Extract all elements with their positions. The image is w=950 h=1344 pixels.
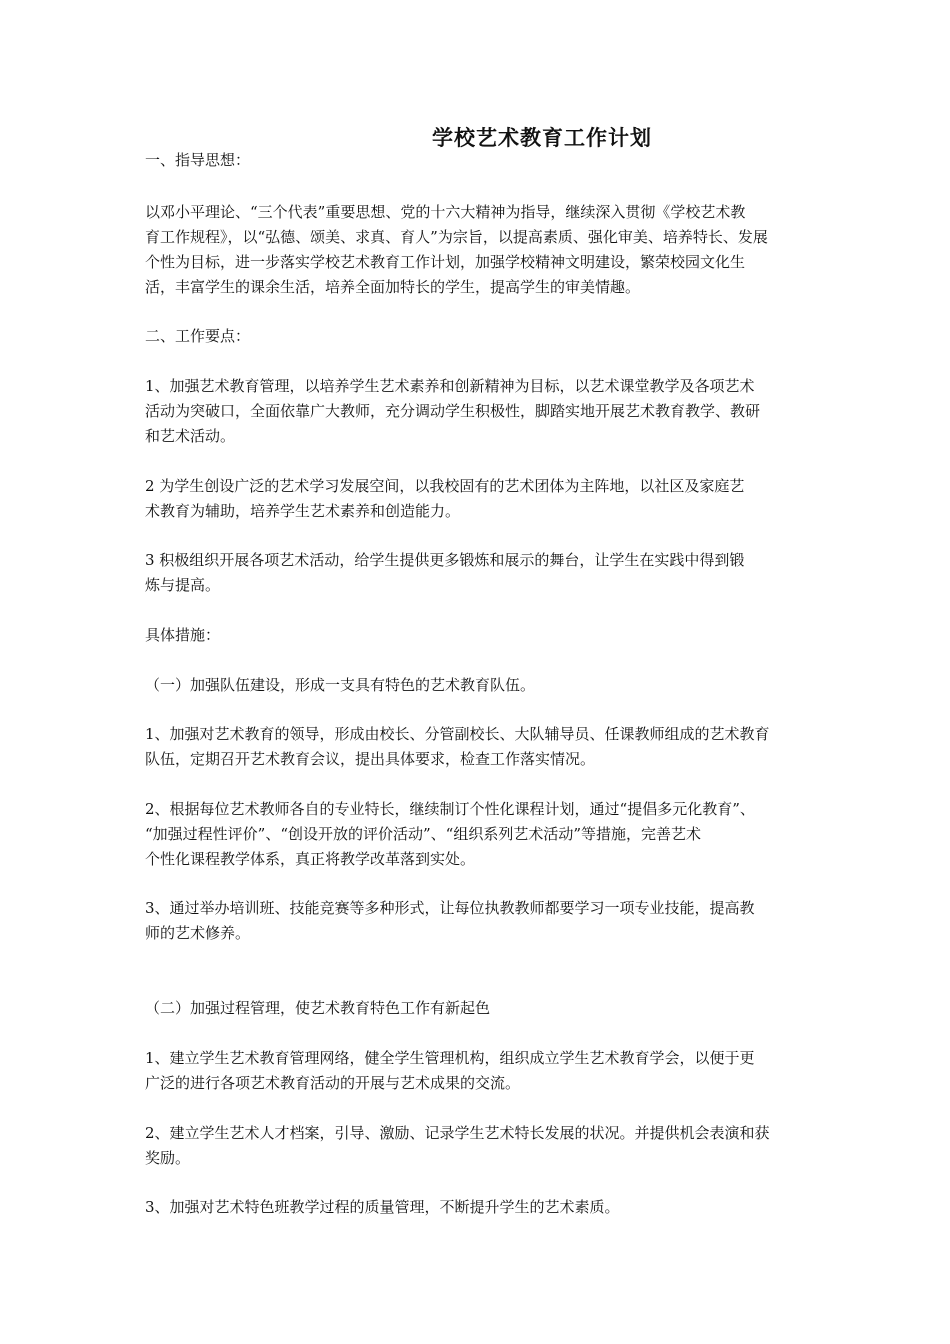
paragraph-line: 炼与提高。 [145, 576, 221, 594]
paragraph-line: 个性为目标，进一步落实学校艺术教育工作计划，加强学校精神文明建设，繁荣校园文化生 [145, 253, 746, 271]
guiding-thought-paragraph [145, 200, 813, 300]
paragraph-line: 以邓小平理论、“三个代表”重要思想、党的十六大精神为指导，继续深入贯彻《学校艺术教 [145, 203, 746, 221]
subsection-1-item-1 [145, 722, 813, 772]
paragraph-line: 1、加强对艺术教育的领导，形成由校长、分管副校长、大队辅导员、任课教师组成的艺术教育 [145, 725, 770, 743]
paragraph-line: “加强过程性评价”、“创设开放的评价活动”、“组织系列艺术活动”等措施，完善艺术 [145, 825, 702, 843]
subsection-2-item-2 [145, 1121, 813, 1171]
paragraph-line: 2、建立学生艺术人才档案，引导、激励、记录学生艺术特长发展的状况。并提供机会表演和获 [145, 1124, 770, 1142]
work-point-2 [145, 474, 813, 524]
document-title: 学校艺术教育工作计划 [432, 125, 652, 150]
paragraph-line: 1、建立学生艺术教育管理网络，健全学生管理机构，组织成立学生艺术教育学会，以便于更 [145, 1049, 755, 1067]
paragraph-line: 3、加强对艺术特色班教学过程的质量管理，不断提升学生的艺术素质。 [145, 1198, 620, 1216]
paragraph-line: 2 为学生创设广泛的艺术学习发展空间，以我校固有的艺术团体为主阵地，以社区及家庭艺 [145, 477, 745, 495]
subsection-2-item-3 [145, 1195, 813, 1220]
paragraph-line: 广泛的进行各项艺术教育活动的开展与艺术成果的交流。 [145, 1074, 521, 1092]
paragraph-line: 1、加强艺术教育管理，以培养学生艺术素养和创新精神为目标，以艺术课堂教学及各项艺术 [145, 377, 755, 395]
section-1-heading: 一、指导思想： [145, 151, 251, 169]
paragraph-line: 2、根据每位艺术教师各自的专业特长，继续制订个性化课程计划，通过“提倡多元化教育”、 [145, 800, 755, 818]
paragraph-line: 奖励。 [145, 1149, 191, 1167]
section-2-heading: 二、工作要点： [145, 327, 251, 345]
paragraph-line: 和艺术活动。 [145, 427, 236, 445]
subsection-1-item-3 [145, 896, 813, 946]
subsection-2-item-1 [145, 1046, 813, 1096]
paragraph-line: 队伍，定期召开艺术教育会议，提出具体要求，检查工作落实情况。 [145, 750, 596, 768]
paragraph-line: 个性化课程教学体系，真正将教学改革落到实处。 [145, 850, 476, 868]
subsection-1-item-2 [145, 797, 813, 872]
paragraph-line: 师的艺术修养。 [145, 924, 251, 942]
paragraph-line: 3、通过举办培训班、技能竞赛等多种形式，让每位执教教师都要学习一项专业技能，提高教 [145, 899, 755, 917]
subsection-2-heading: （二）加强过程管理，使艺术教育特色工作有新起色 [145, 999, 491, 1017]
paragraph-line: 3 积极组织开展各项艺术活动，给学生提供更多锻炼和展示的舞台，让学生在实践中得到锻 [145, 551, 745, 569]
work-point-1 [145, 374, 813, 449]
paragraph-line: 术教育为辅助，培养学生艺术素养和创造能力。 [145, 502, 461, 520]
work-point-3 [145, 548, 813, 598]
subsection-1-heading: （一）加强队伍建设，形成一支具有特色的艺术教育队伍。 [145, 676, 536, 694]
measures-heading: 具体措施： [145, 626, 221, 644]
paragraph-line: 活动为突破口，全面依靠广大教师，充分调动学生积极性，脚踏实地开展艺术教育教学、教研 [145, 402, 761, 420]
paragraph-line: 育工作规程》，以“弘德、颂美、求真、育人”为宗旨，以提高素质、强化审美、培养特长、发展 [145, 228, 768, 246]
paragraph-line: 活，丰富学生的课余生活，培养全面加特长的学生，提高学生的审美情趣。 [145, 278, 641, 296]
